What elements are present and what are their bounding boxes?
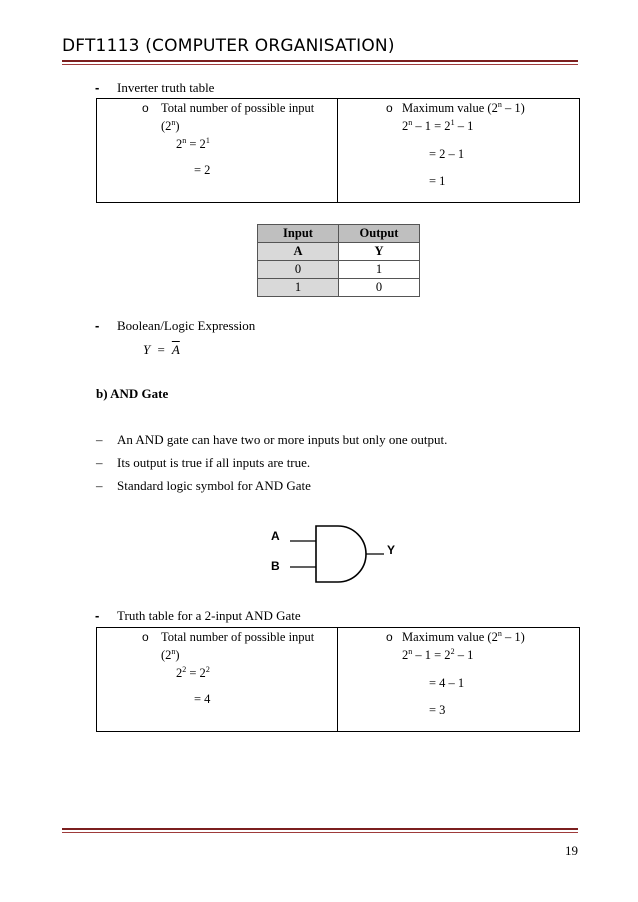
point-dash: – <box>96 455 103 470</box>
inverter-calc-box <box>96 98 580 203</box>
and-truth-heading: Truth table for a 2-input AND Gate <box>117 608 301 623</box>
boolean-expression <box>143 342 180 358</box>
circle-bullet: o <box>142 101 149 115</box>
table-row <box>258 279 420 297</box>
table-cell: 0 <box>339 279 420 297</box>
boolean-heading: Boolean/Logic Expression <box>117 318 256 333</box>
table-cell: 1 <box>339 261 420 279</box>
point-dash: – <box>96 432 103 447</box>
footer-rule-thin <box>62 832 578 833</box>
header-rule <box>62 60 578 62</box>
footer-rule <box>62 828 578 830</box>
gate-output-y: Y <box>387 543 396 557</box>
expr-rhs-negated: $\overline{A}$ <box>171 342 180 357</box>
max-value-label: Maximum value (2$^n$ – 1) <box>402 628 525 644</box>
total-inputs-result: = 4 <box>194 692 211 706</box>
circle-bullet: o <box>386 630 393 644</box>
total-inputs-eq1: $2^n = 2^1$ <box>176 135 210 151</box>
max-value-eq2: = 2 – 1 <box>429 147 465 161</box>
total-inputs-label: Total number of possible input <box>161 630 315 644</box>
total-inputs-label: Total number of possible input <box>161 101 315 115</box>
total-inputs-formula: (2$^n$) <box>161 117 180 133</box>
page-header-title: DFT1113 (COMPUTER ORGANISATION) <box>62 36 395 56</box>
point-dash: – <box>96 478 103 493</box>
max-value-eq1: $2^n - 1 = 2^1 - 1$ <box>402 117 474 133</box>
gate-input-a: A <box>271 529 280 543</box>
circle-bullet: o <box>386 101 393 115</box>
table-header-output: Output <box>339 225 420 243</box>
section-heading-and-gate: b) AND Gate <box>96 386 169 401</box>
and-gate-symbol <box>260 520 410 590</box>
bullet-dash: - <box>95 318 100 333</box>
gate-input-b: B <box>271 559 280 573</box>
total-inputs-result: = 2 <box>194 163 211 177</box>
max-value-result: = 1 <box>429 174 446 188</box>
inverter-truth-table <box>257 224 420 297</box>
box-divider <box>337 628 338 731</box>
header-rule-thin <box>62 64 578 65</box>
and-point-3: Standard logic symbol for AND Gate <box>117 478 311 493</box>
table-subheader-a: A <box>258 243 339 261</box>
bullet-dash: - <box>95 80 100 95</box>
box-divider <box>337 99 338 202</box>
table-cell: 0 <box>258 261 339 279</box>
total-inputs-formula: (2$^n$) <box>161 646 180 662</box>
expr-lhs: Y <box>143 342 151 357</box>
max-value-eq1: $2^n - 1 = 2^2 - 1$ <box>402 646 474 662</box>
and-calc-box <box>96 627 580 732</box>
total-inputs-eq1: $2^2 = 2^2$ <box>176 664 210 680</box>
page-number: 19 <box>565 843 578 858</box>
table-row <box>258 261 420 279</box>
and-point-1: An AND gate can have two or more inputs but only one output. <box>117 432 448 447</box>
bullet-dash: - <box>95 608 100 623</box>
circle-bullet: o <box>142 630 149 644</box>
inverter-heading: Inverter truth table <box>117 80 215 95</box>
table-header-input: Input <box>258 225 339 243</box>
expr-equals: = <box>157 342 165 357</box>
and-point-2: Its output is true if all inputs are true. <box>117 455 311 470</box>
max-value-eq2: = 4 – 1 <box>429 676 465 690</box>
table-subheader-y: Y <box>339 243 420 261</box>
table-cell: 1 <box>258 279 339 297</box>
max-value-label: Maximum value (2$^n$ – 1) <box>402 99 525 115</box>
max-value-result: = 3 <box>429 703 446 717</box>
